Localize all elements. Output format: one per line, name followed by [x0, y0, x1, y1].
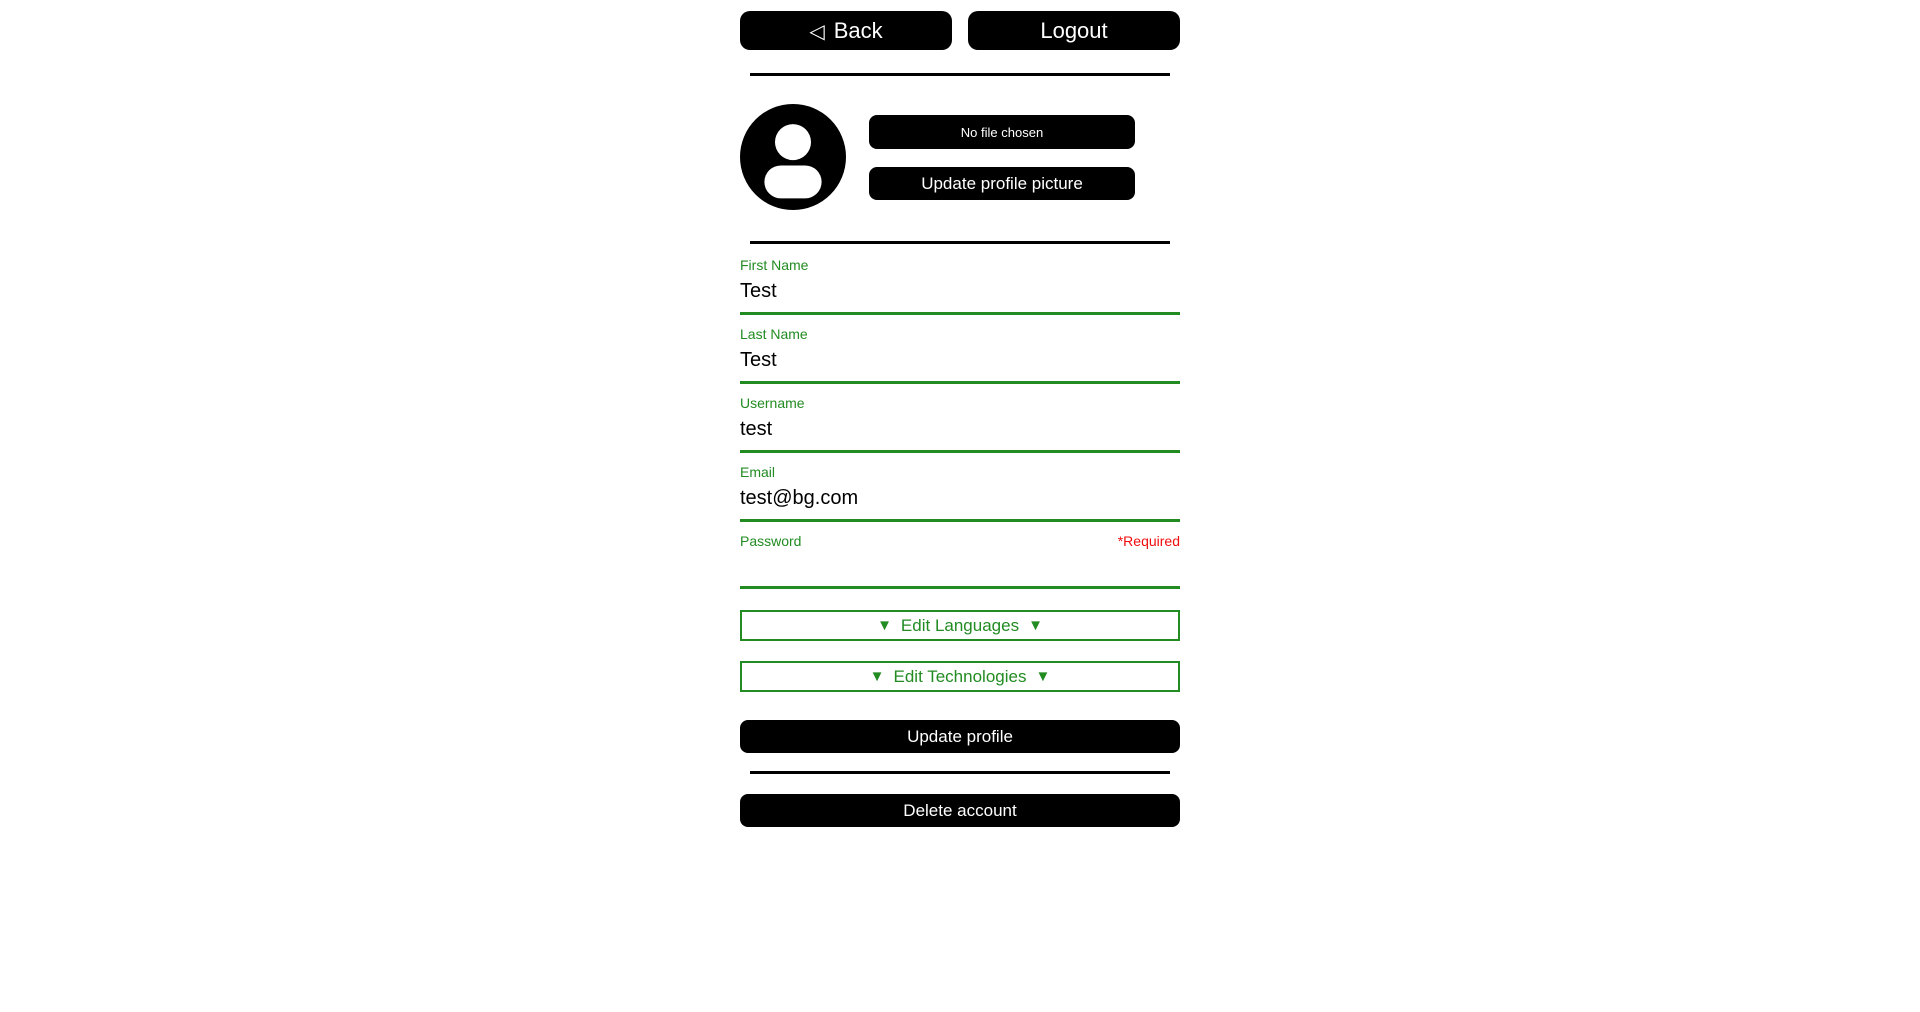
- email-input[interactable]: [740, 482, 1180, 522]
- username-input[interactable]: [740, 413, 1180, 453]
- delete-account-label: Delete account: [903, 801, 1017, 820]
- update-profile-button[interactable]: [740, 720, 1180, 753]
- profile-picture-section: [740, 104, 1180, 210]
- file-input-status: No file chosen: [960, 124, 1044, 140]
- edit-languages-button[interactable]: [740, 610, 1180, 641]
- chevron-down-icon: ▼: [1035, 668, 1051, 685]
- avatar: [740, 104, 846, 210]
- field-last-name: [740, 326, 1180, 384]
- back-button-label: Back: [833, 17, 883, 43]
- update-profile-label: Update profile: [907, 727, 1013, 746]
- file-input-button[interactable]: [869, 115, 1135, 149]
- password-required-note: *Required: [1117, 533, 1180, 549]
- divider-top: [750, 73, 1170, 76]
- edit-languages-label: Edit Languages: [900, 615, 1020, 635]
- password-input[interactable]: [740, 549, 1180, 589]
- field-email: [740, 464, 1180, 522]
- top-button-row: [740, 11, 1180, 50]
- field-username: [740, 395, 1180, 453]
- password-label-row: [740, 533, 1180, 549]
- first-name-input[interactable]: [740, 275, 1180, 315]
- last-name-input[interactable]: [740, 344, 1180, 384]
- delete-account-button[interactable]: [740, 794, 1180, 827]
- back-button[interactable]: [740, 11, 952, 50]
- edit-technologies-button[interactable]: [740, 661, 1180, 692]
- picture-actions: [869, 104, 1135, 200]
- email-label: Email: [740, 464, 776, 480]
- chevron-down-icon: ▼: [869, 668, 885, 685]
- password-label: Password: [740, 533, 802, 549]
- last-name-label: Last Name: [740, 326, 808, 342]
- logout-button-label: Logout: [1040, 17, 1108, 43]
- divider-danger: [750, 771, 1170, 774]
- divider-avatar: [750, 241, 1170, 244]
- profile-edit-page: [740, 0, 1180, 827]
- back-arrow-icon: ◁: [809, 20, 825, 43]
- edit-technologies-label: Edit Technologies: [893, 666, 1027, 686]
- profile-form: [740, 257, 1180, 753]
- first-name-label: First Name: [740, 257, 809, 273]
- field-password: [740, 533, 1180, 589]
- username-label: Username: [740, 395, 805, 411]
- chevron-down-icon: ▼: [1028, 617, 1043, 634]
- update-profile-picture-button[interactable]: [869, 167, 1135, 200]
- field-first-name: [740, 257, 1180, 315]
- logout-button[interactable]: [968, 11, 1180, 50]
- update-profile-picture-label: Update profile picture: [921, 174, 1083, 193]
- chevron-down-icon: ▼: [877, 617, 892, 634]
